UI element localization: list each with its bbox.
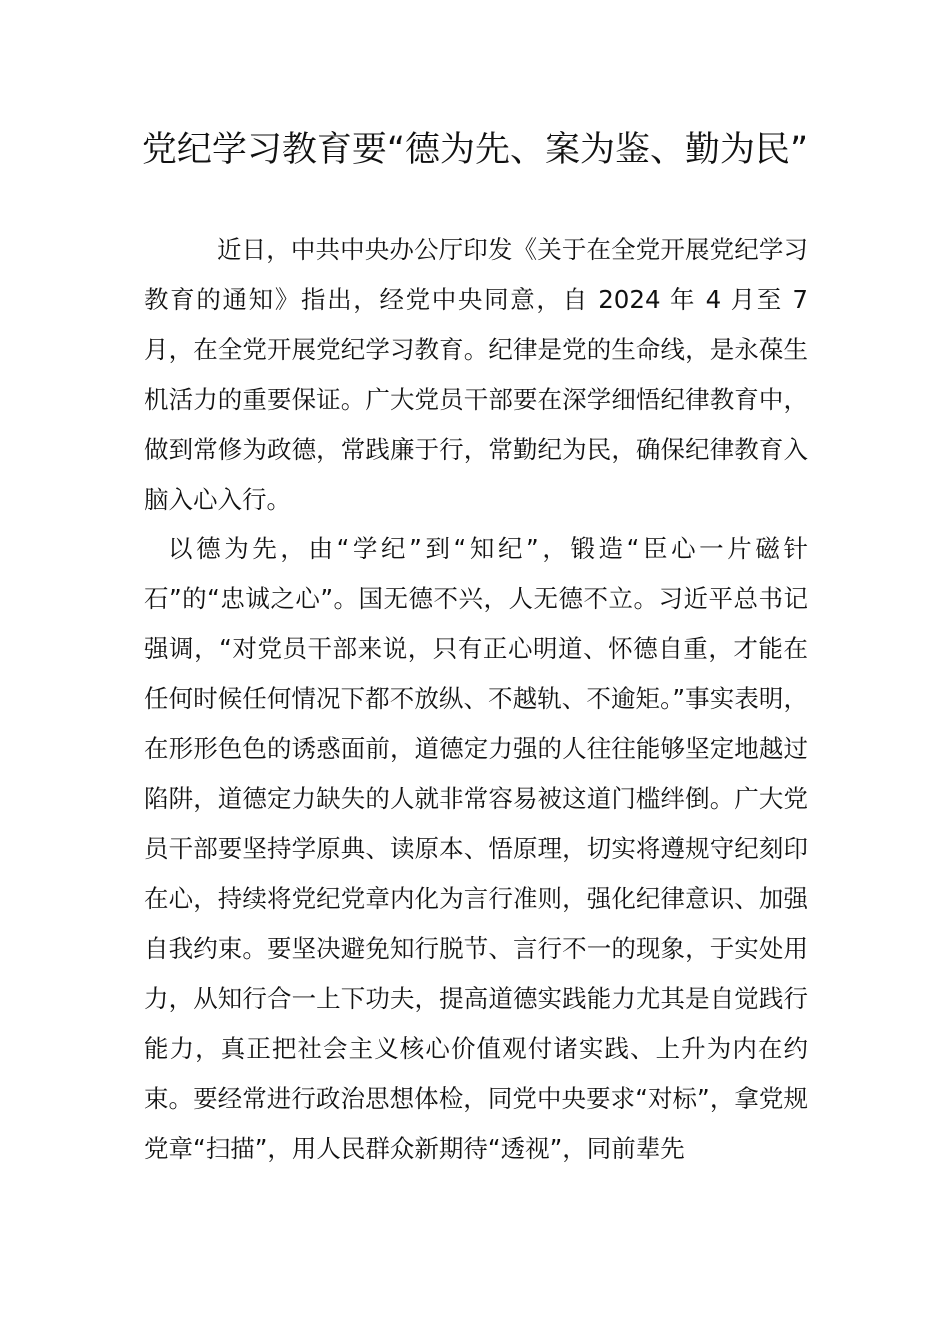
paragraph-intro: 近日，中共中央办公厅印发《关于在全党开展党纪学习教育的通知》指出，经党中央同意，自 2024 年 4 月至 7 月，在全党开展党纪学习教育。纪律是党的生命线，是永葆生机活力的重要保证。广大党员干部要在深学细悟纪律教育中，做到常修为政德，常践廉于行，常勤纪为民，确保纪律教育入脑入心入行。 [144,235,808,514]
document-title: 党纪学习教育要“德为先、案为鉴、勤为民” [141,130,809,170]
paragraph-virtue-first: 以德为先，由“学纪”到“知纪”，锻造“臣心一片磁针石”的“忠诚之心”。国无德不兴，人无德不立。习近平总书记强调，“对党员干部来说，只有正心明道、怀德自重，才能在任何时候任何情况下都不放纵、不越轨、不逾矩。”事实表明，在形形色色的诱惑面前，道德定力强的人往往能够坚定地越过陷阱，道德定力缺失的人就非常容易被这道门槛绊倒。广大党员干部要坚持学原典、读原本、悟原理，切实将遵规守纪刻印在心，持续将党纪党章内化为言行准则，强化纪律意识、加强自我约束。要坚决避免知行脱节、言行不一的现象，于实处用力，从知行合一上下功夫，提高道德实践能力尤其是自觉践行能力，真正把社会主义核心价值观付诸实践、上升为内在约束。要经常进行政治思想体检，同党中央要求“对标”，拿党规党章“扫描”，用人民群众新期待“透视”，同前辈先 [144,534,808,1163]
